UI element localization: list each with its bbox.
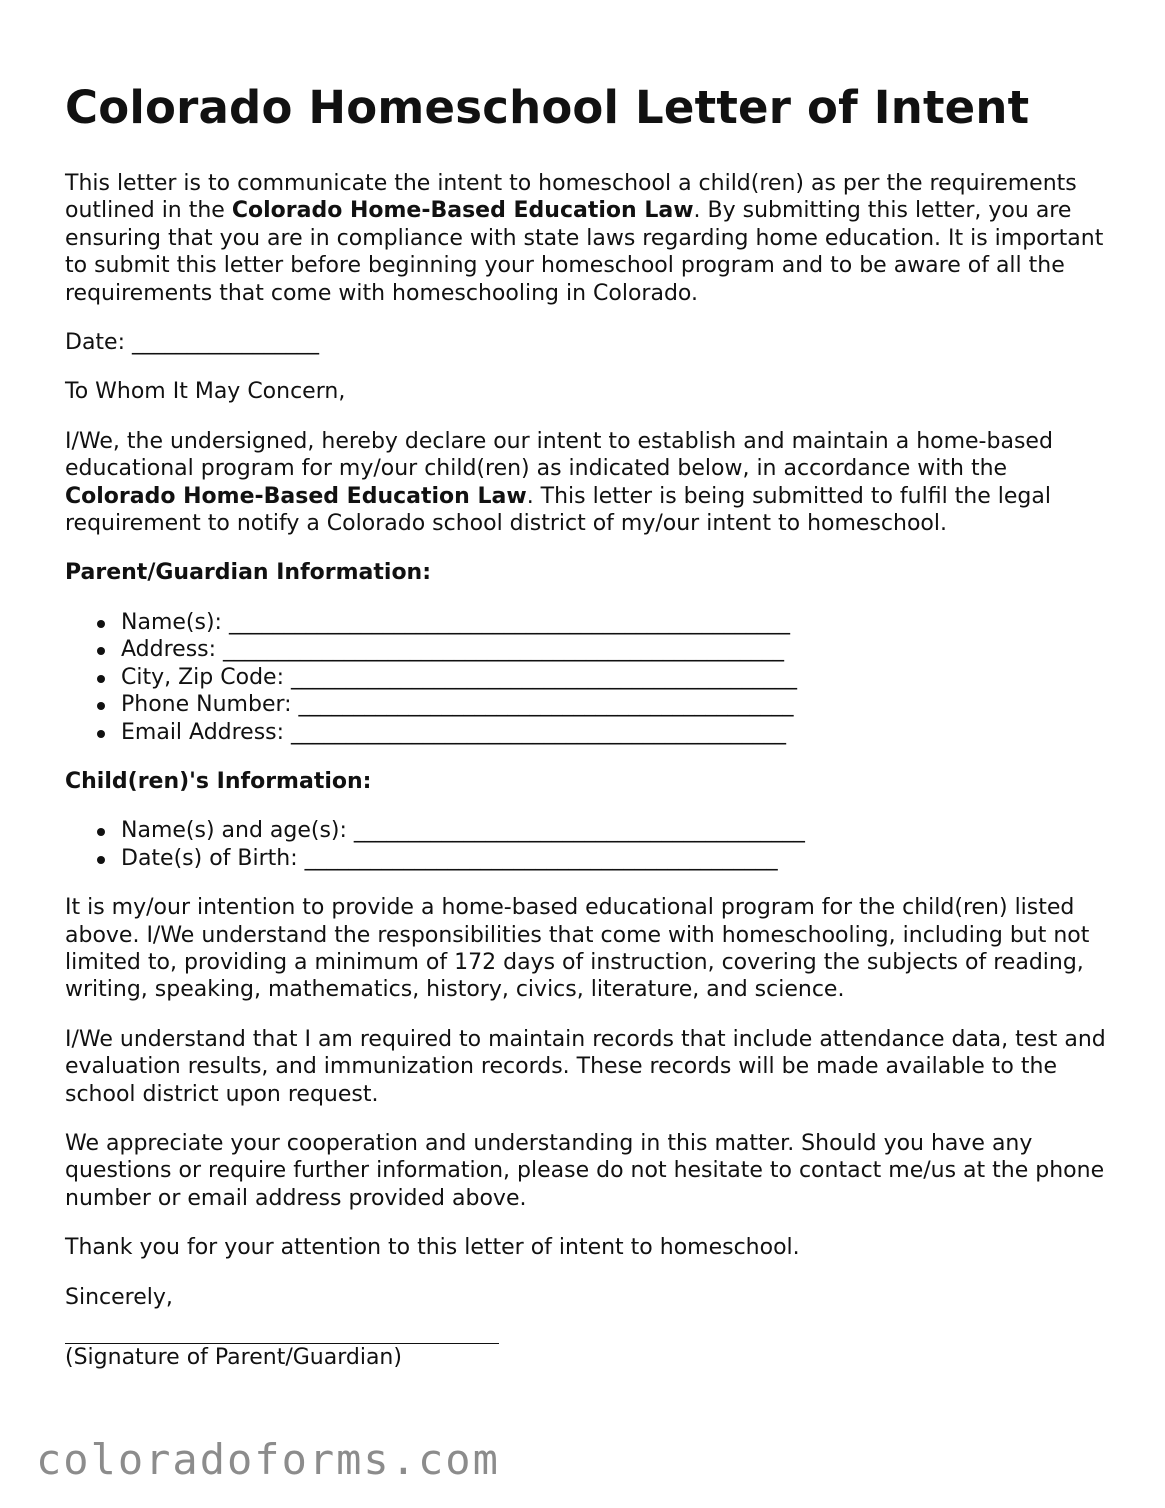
parent-email-field[interactable] (65, 719, 1110, 746)
thanks-paragraph: Thank you for your attention to this letter of intent to homeschool. (65, 1235, 800, 1261)
salutation: To Whom It May Concern, (65, 379, 346, 405)
child-name-age-field[interactable] (65, 817, 1110, 844)
declaration-text-1: I/We, the undersigned, hereby declare our intent to establish and maintain a home-based educational program for my/our child(ren) as indicated below, in accordance with the (65, 428, 1053, 482)
parent-city-zip-field[interactable] (65, 664, 1110, 691)
field-label: Phone Number: _____________________________________________ (121, 692, 794, 718)
bullet-icon (97, 828, 105, 836)
intro-law-name: Colorado Home-Based Education Law (231, 198, 694, 224)
declaration-law-name: Colorado Home-Based Education Law (65, 483, 527, 509)
child-section-heading: Child(ren)'s Information: (65, 768, 372, 794)
bullet-icon (97, 730, 105, 738)
child-info-list (65, 817, 1110, 872)
child-birthdate-field[interactable] (65, 845, 1110, 872)
bullet-icon (97, 856, 105, 864)
field-label: Address: ___________________________________________________ (121, 637, 785, 663)
field-label: Name(s) and age(s): _________________________________________ (121, 818, 805, 844)
intro-text-2: . By submitting this letter, you are ensuring that you are in compliance with state laws regarding home education. It is important to submit this letter before beginning your homeschool program and to be aware of all the requirements that come with homeschooling in Colorado. (65, 198, 1104, 306)
closing: Sincerely, (65, 1284, 173, 1310)
parent-info-list (65, 609, 1110, 746)
field-label: Date(s) of Birth: ___________________________________________ (121, 845, 778, 871)
document-title: Colorado Homeschool Letter of Intent (65, 81, 1030, 134)
records-paragraph: I/We understand that I am required to maintain records that include attendance data, test and evaluation results, and immunization records. These records will be made available to the school district upon request. (65, 1026, 1106, 1107)
parent-address-field[interactable] (65, 636, 1110, 663)
parent-section-heading: Parent/Guardian Information: (65, 560, 432, 586)
cooperation-paragraph: We appreciate your cooperation and understanding in this matter. Should you have any questions or require further information, please do not hesitate to contact me/us at the phone number or email address provided above. (65, 1130, 1105, 1211)
bullet-icon (97, 620, 105, 628)
field-label: Name(s): ___________________________________________________ (121, 609, 790, 635)
declaration-paragraph (65, 428, 1110, 538)
bullet-icon (97, 702, 105, 710)
field-label: City, Zip Code: ______________________________________________ (121, 664, 797, 690)
date-line[interactable]: Date: _________________ (65, 330, 319, 356)
parent-name-field[interactable] (65, 609, 1110, 636)
bullet-icon (97, 647, 105, 655)
parent-phone-field[interactable] (65, 691, 1110, 718)
declaration-text-2: . This letter is being submitted to fulfil the legal requirement to notify a Colorado school district of my/our intent to homeschool. (65, 483, 1051, 537)
watermark: coloradoforms.com (36, 1435, 500, 1484)
intention-paragraph: It is my/our intention to provide a home-based educational program for the child(ren) listed above. I/We understand the responsibilities that come with homeschooling, including but not limited to, providing a minimum of 172 days of instruction, covering the subjects of reading, writing, speaking, mathematics, history, civics, literature, and science. (65, 895, 1090, 1003)
field-label: Email Address: _____________________________________________ (121, 719, 787, 745)
intro-paragraph (65, 170, 1110, 307)
letter-document (65, 80, 1110, 1371)
bullet-icon (97, 675, 105, 683)
signature-caption: (Signature of Parent/Guardian) (65, 1345, 402, 1370)
intro-text-1: This letter is to communicate the intent to homeschool a child(ren) as per the requirements outlined in the (65, 171, 1077, 224)
signature-line[interactable] (65, 1321, 499, 1344)
